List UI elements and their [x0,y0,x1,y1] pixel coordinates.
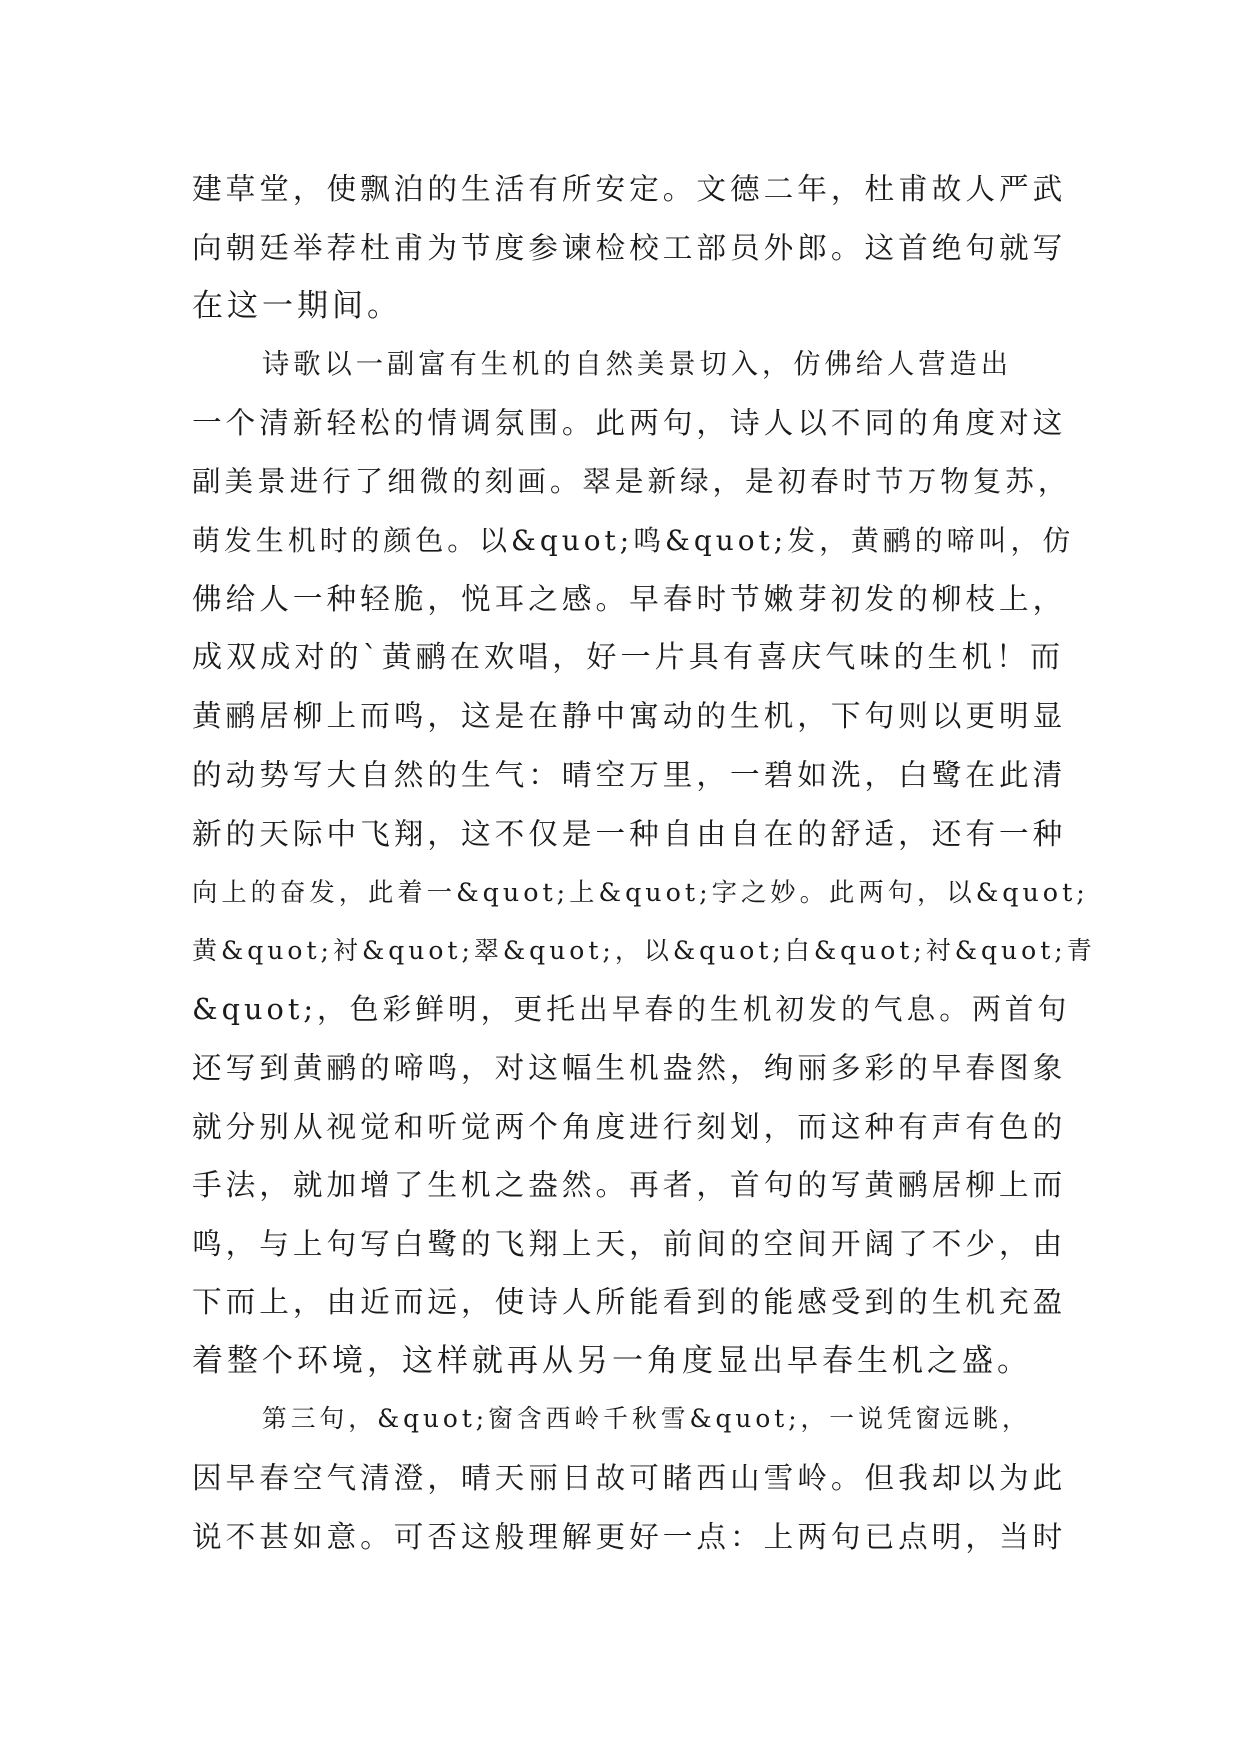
text-line: 因早春空气清澄，晴天丽日故可睹西山雪岭。但我却以为此 [192,1460,1067,1496]
text-line: 还写到黄鹂的啼鸣，对这幅生机盎然，绚丽多彩的早春图象 [192,1049,1067,1085]
text-line: 副美景进行了细微的刻画。翠是新绿，是初春时节万物复苏， [192,464,1071,498]
text-line: 的动势写大自然的生气：晴空万里，一碧如洗，白鹭在此清 [192,756,1067,792]
text-line: 就分别从视觉和听觉两个角度进行刻划，而这种有声有色的 [192,1108,1067,1144]
body-text [192,160,1096,1566]
text-line: 在这一期间。 [192,288,402,325]
text-line: 诗歌以一副富有生机的自然美景切入，仿佛给人营造出 [262,348,1013,380]
text-line: 鸣，与上句写白鹭的飞翔上天，前间的空间开阔了不少，由 [192,1225,1067,1261]
text-line: &quot;，色彩鲜明，更托出早春的生机初发的气息。两首句 [192,992,1071,1027]
text-line: 手法，就加增了生机之盎然。再者，首句的写黄鹂居柳上而 [192,1167,1067,1203]
text-line: 黄&quot;衬&quot;翠&quot;，以&quot;白&quot;衬&quot;青 [192,935,1096,965]
text-line: 黄鹂居柳上而鸣，这是在静中寓动的生机，下句则以更明显 [192,698,1067,734]
text-line: 建草堂，使飘泊的生活有所安定。文德二年，杜甫故人严武 [192,171,1067,206]
text-line: 萌发生机时的颜色。以&quot;鸣&quot;发，黄鹂的啼叫，仿 [192,523,1075,557]
text-line: 向上的奋发，此着一&quot;上&quot;字之妙。此两句，以&quot; [192,877,1089,908]
text-line: 新的天际中飞翔，这不仅是一种自由自在的舒适，还有一种 [192,815,1067,851]
text-line: 下而上，由近而远，使诗人所能看到的能感受到的生机充盈 [192,1284,1067,1320]
text-line: 说不甚如意。可否这般理解更好一点：上两句已点明，当时 [192,1518,1067,1554]
text-line: 佛给人一种轻脆，悦耳之感。早春时节嫩芽初发的柳枝上， [192,581,1067,617]
text-line: 一个清新轻松的情调氛围。此两句，诗人以不同的角度对这 [192,405,1067,441]
text-line: 成双成对的`黄鹂在欢唱，好一片具有喜庆气味的生机！而 [192,639,1065,675]
text-line: 向朝廷举荐杜甫为节度参谏检校工部员外郎。这首绝句就写 [192,229,1067,265]
text-line: 着整个环境，这样就再从另一角度显出早春生机之盛。 [192,1342,1032,1379]
text-line: 第三句，&quot;窗含西岭千秋雪&quot;，一说凭窗远眺， [262,1404,1031,1434]
